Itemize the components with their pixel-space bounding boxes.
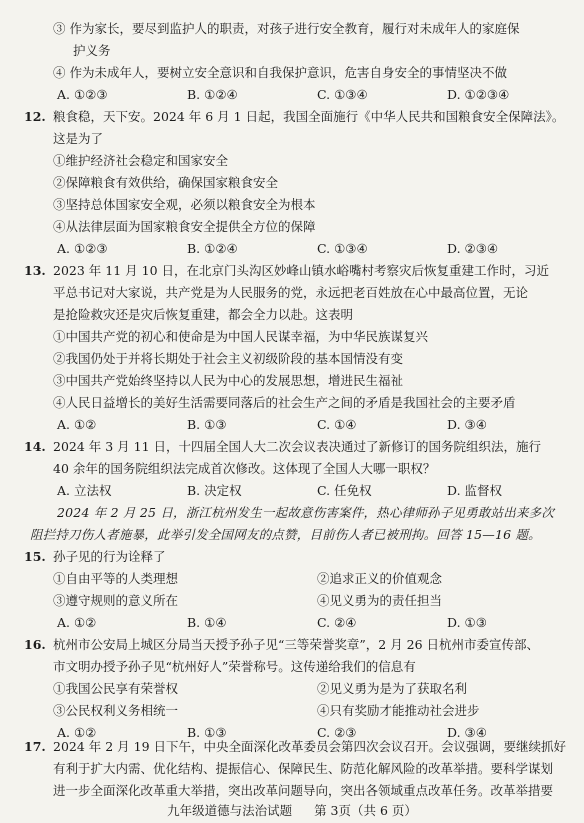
q11-option-c: C. ①③④: [317, 87, 368, 102]
q12-item-2: ②保障粮食有效供给，确保国家粮食安全: [53, 175, 279, 190]
q17-stem: 2024 年 2 月 19 日下午，中央全面深化改革委员会第四次会议召开。会议强调，要继续抓好: [53, 739, 567, 754]
q16-stem: 杭州市公安局上城区分局当天授予孙子见“三等荣誉奖章”，2 月 26 日杭州市委宣传部、: [53, 637, 540, 652]
q15-option-d: D. ①③: [447, 615, 487, 630]
q15-option-b: B. ①④: [187, 615, 227, 630]
q13-stem-cont-1: 平总书记对大家说，共产党是为人民服务的党，永远把老百姓放在心中最高位置，无论: [53, 285, 529, 300]
q16-stem-cont: 市文明办授予孙子见“杭州好人”荣誉称号。这传递给我们的信息有: [53, 659, 416, 674]
q15-item-4: ④见义勇为的责任担当: [317, 593, 443, 608]
q16-option-a: A. ①②: [57, 725, 97, 740]
q11-item-3-cont: 护义务: [73, 43, 111, 58]
q14-option-a: A. 立法权: [57, 483, 112, 498]
q14-number: 14.: [24, 439, 46, 454]
q16-item-1: ①我国公民享有荣誉权: [53, 681, 179, 696]
q16-item-3: ③公民权利义务相统一: [53, 703, 179, 718]
page-footer: [0, 801, 584, 819]
q12-option-c: C. ①③④: [317, 241, 368, 256]
q11-option-b: B. ①②④: [187, 87, 238, 102]
q15-item-1: ①自由平等的人类理想: [53, 571, 179, 586]
footer-page-number: 第 3页（共 6 页）: [314, 803, 417, 818]
q16-item-2: ②见义勇为是为了获取名利: [317, 681, 468, 696]
q14-stem-cont: 40 余年的国务院组织法完成首次修改。这体现了全国人大哪一职权？: [53, 461, 436, 476]
q13-stem: 2023 年 11 月 10 日，在北京门头沟区妙峰山镇水峪嘴村考察灾后恢复重建工作时，习近: [53, 263, 549, 278]
q15-option-c: C. ②④: [317, 615, 357, 630]
q16-option-d: D. ③④: [447, 725, 487, 740]
q12-item-3: ③坚持总体国家安全观，必须以粮食安全为根本: [53, 197, 316, 212]
material-text-cont: 阻拦持刀伤人者施暴，此举引发全国网友的点赞，目前伤人者已被刑拘。回答 15—16 题。: [30, 527, 541, 542]
q13-stem-cont-2: 是抢险救灾还是灾后恢复重建，都会全力以赴。这表明: [53, 307, 354, 322]
q17-stem-cont-2: 进一步全面深化改革重大举措，突出改革问题导向，突出各领域重点改革任务。改革举措要: [53, 783, 554, 798]
q12-item-1: ①维护经济社会稳定和国家安全: [53, 153, 229, 168]
q11-item-4: ④ 作为未成年人，要树立安全意识和自我保护意识，危害自身安全的事情坚决不做: [53, 65, 507, 80]
q12-stem-cont: 这是为了: [53, 131, 104, 146]
q13-number: 13.: [24, 263, 46, 278]
q12-item-4: ④从法律层面为国家粮食安全提供全方位的保障: [53, 219, 316, 234]
q17-number: 17.: [24, 739, 46, 754]
q11-option-a: A. ①②③: [57, 87, 108, 102]
q13-option-d: D. ③④: [447, 417, 487, 432]
q15-item-2: ②追求正义的价值观念: [317, 571, 443, 586]
q15-option-a: A. ①②: [57, 615, 97, 630]
q13-option-b: B. ①③: [187, 417, 227, 432]
q12-number: 12.: [24, 109, 46, 124]
q13-item-2: ②我国仍处于并将长期处于社会主义初级阶段的基本国情没有变: [53, 351, 404, 366]
q11-item-3: ③ 作为家长，要尽到监护人的职责，对孩子进行安全教育，履行对未成年人的家庭保: [53, 21, 520, 36]
q13-item-4: ④人民日益增长的美好生活需要同落后的社会生产之间的矛盾是我国社会的主要矛盾: [53, 395, 516, 410]
q13-item-1: ①中国共产党的初心和使命是为中国人民谋幸福，为中华民族谋复兴: [53, 329, 429, 344]
q13-option-c: C. ①④: [317, 417, 357, 432]
q14-stem: 2024 年 3 月 11 日，十四届全国人大二次会议表决通过了新修订的国务院组织法，施行: [53, 439, 542, 454]
q12-stem: 粮食稳，天下安。2024 年 6 月 1 日起，我国全面施行《中华人民共和国粮食安全保障法》。: [53, 109, 565, 124]
q15-number: 15.: [24, 549, 46, 564]
q12-option-a: A. ①②③: [57, 241, 108, 256]
q14-option-c: C. 任免权: [317, 483, 372, 498]
material-text: 2024 年 2 月 25 日，浙江杭州发生一起故意伤害案件，热心律师孙子见勇敢站出来多次: [57, 505, 555, 520]
q17-stem-cont-1: 有利于扩大内需、优化结构、提振信心、保障民生、防范化解风险的改革举措。要科学谋划: [53, 761, 554, 776]
q14-option-d: D. 监督权: [447, 483, 503, 498]
q13-option-a: A. ①②: [57, 417, 97, 432]
q16-item-4: ④只有奖励才能推动社会进步: [317, 703, 480, 718]
q14-option-b: B. 决定权: [187, 483, 242, 498]
q16-option-c: C. ②③: [317, 725, 357, 740]
q15-stem: 孙子见的行为诠释了: [53, 549, 166, 564]
q12-option-b: B. ①②④: [187, 241, 238, 256]
q16-option-b: B. ①③: [187, 725, 227, 740]
footer-title: 九年级道德与法治试题: [167, 803, 293, 818]
q15-item-3: ③遵守规则的意义所在: [53, 593, 179, 608]
q12-option-d: D. ②③④: [447, 241, 499, 256]
q16-number: 16.: [24, 637, 46, 652]
q13-item-3: ③中国共产党始终坚持以人民为中心的发展思想，增进民生福祉: [53, 373, 404, 388]
q11-option-d: D. ①②③④: [447, 87, 510, 102]
